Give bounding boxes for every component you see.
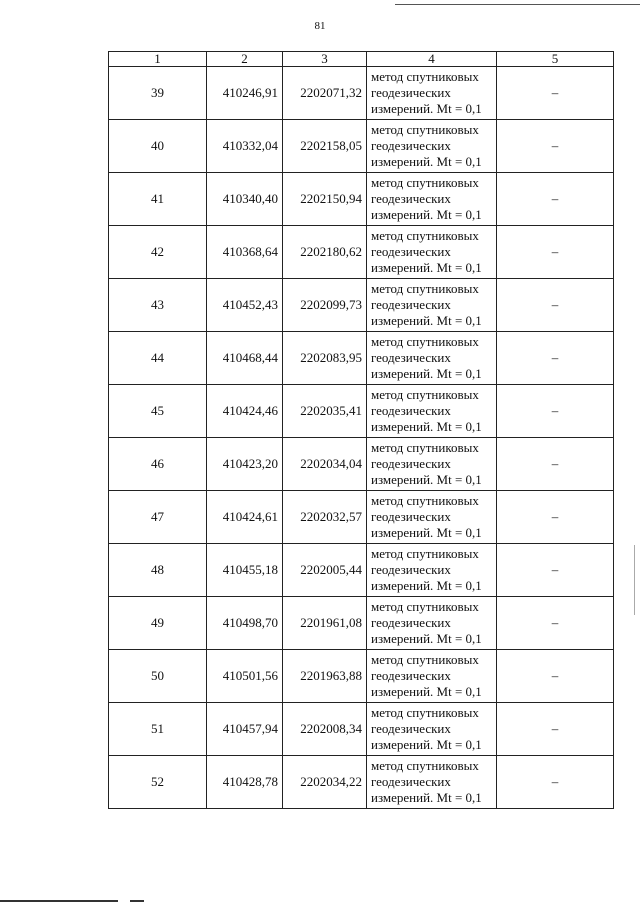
x-coordinate-cell: 410452,43 (207, 279, 283, 332)
table-row (109, 491, 614, 544)
y-coordinate-cell: 2202034,22 (283, 756, 367, 809)
method-cell (367, 703, 497, 756)
table-header-row (109, 52, 614, 67)
method-line: геодезических (371, 721, 451, 736)
y-coordinate-cell: 2202034,04 (283, 438, 367, 491)
y-coordinate-cell: 2201963,88 (283, 650, 367, 703)
y-coordinate-cell: 2201961,08 (283, 597, 367, 650)
page-number: 81 (314, 20, 326, 32)
table-row (109, 597, 614, 650)
method-line: метод спутниковых (371, 758, 479, 773)
point-number-cell: 43 (109, 279, 207, 332)
note-cell: – (497, 332, 614, 385)
method-line: измерений. Mt = 0,1 (371, 207, 482, 222)
method-line: метод спутниковых (371, 281, 479, 296)
x-coordinate-cell: 410340,40 (207, 173, 283, 226)
table-row (109, 173, 614, 226)
x-coordinate-cell: 410498,70 (207, 597, 283, 650)
note-cell: – (497, 438, 614, 491)
method-line: измерений. Mt = 0,1 (371, 631, 482, 646)
method-line: метод спутниковых (371, 705, 479, 720)
method-line: метод спутниковых (371, 493, 479, 508)
method-cell (367, 650, 497, 703)
point-number-cell: 44 (109, 332, 207, 385)
point-number-cell: 41 (109, 173, 207, 226)
method-line: метод спутниковых (371, 546, 479, 561)
note-cell: – (497, 597, 614, 650)
scan-edge-line (0, 900, 118, 902)
method-line: метод спутниковых (371, 69, 479, 84)
x-coordinate-cell: 410457,94 (207, 703, 283, 756)
note-cell: – (497, 703, 614, 756)
point-number-cell: 42 (109, 226, 207, 279)
method-line: геодезических (371, 297, 451, 312)
method-line: метод спутниковых (371, 652, 479, 667)
y-coordinate-cell: 2202008,34 (283, 703, 367, 756)
point-number-cell: 45 (109, 385, 207, 438)
table-row (109, 67, 614, 120)
method-line: метод спутниковых (371, 175, 479, 190)
method-line: измерений. Mt = 0,1 (371, 578, 482, 593)
x-coordinate-cell: 410246,91 (207, 67, 283, 120)
method-line: геодезических (371, 456, 451, 471)
method-line: геодезических (371, 85, 451, 100)
table-body (109, 67, 614, 809)
method-line: геодезических (371, 615, 451, 630)
method-cell (367, 226, 497, 279)
point-number-cell: 48 (109, 544, 207, 597)
x-coordinate-cell: 410368,64 (207, 226, 283, 279)
method-cell (367, 120, 497, 173)
y-coordinate-cell: 2202005,44 (283, 544, 367, 597)
table-row (109, 756, 614, 809)
method-line: измерений. Mt = 0,1 (371, 313, 482, 328)
table-row (109, 385, 614, 438)
method-line: измерений. Mt = 0,1 (371, 684, 482, 699)
method-line: геодезических (371, 562, 451, 577)
point-number-cell: 49 (109, 597, 207, 650)
x-coordinate-cell: 410455,18 (207, 544, 283, 597)
method-line: измерений. Mt = 0,1 (371, 525, 482, 540)
x-coordinate-cell: 410332,04 (207, 120, 283, 173)
y-coordinate-cell: 2202099,73 (283, 279, 367, 332)
y-coordinate-cell: 2202150,94 (283, 173, 367, 226)
table-row (109, 279, 614, 332)
method-line: метод спутниковых (371, 334, 479, 349)
note-cell: – (497, 756, 614, 809)
method-line: измерений. Mt = 0,1 (371, 101, 482, 116)
column-header: 3 (283, 52, 367, 67)
method-line: измерений. Mt = 0,1 (371, 472, 482, 487)
method-line: геодезических (371, 403, 451, 418)
method-line: метод спутниковых (371, 122, 479, 137)
x-coordinate-cell: 410423,20 (207, 438, 283, 491)
method-cell (367, 756, 497, 809)
method-line: измерений. Mt = 0,1 (371, 419, 482, 434)
point-number-cell: 39 (109, 67, 207, 120)
y-coordinate-cell: 2202158,05 (283, 120, 367, 173)
method-line: метод спутниковых (371, 599, 479, 614)
scan-edge-line (395, 4, 640, 5)
x-coordinate-cell: 410501,56 (207, 650, 283, 703)
y-coordinate-cell: 2202071,32 (283, 67, 367, 120)
y-coordinate-cell: 2202035,41 (283, 385, 367, 438)
method-cell (367, 597, 497, 650)
table-row (109, 703, 614, 756)
table-row (109, 438, 614, 491)
method-cell (367, 544, 497, 597)
method-line: геодезических (371, 668, 451, 683)
note-cell: – (497, 67, 614, 120)
method-cell (367, 491, 497, 544)
method-line: измерений. Mt = 0,1 (371, 366, 482, 381)
y-coordinate-cell: 2202032,57 (283, 491, 367, 544)
table-row (109, 226, 614, 279)
method-line: метод спутниковых (371, 440, 479, 455)
column-header: 5 (497, 52, 614, 67)
method-line: геодезических (371, 191, 451, 206)
table-row (109, 650, 614, 703)
x-coordinate-cell: 410428,78 (207, 756, 283, 809)
method-line: метод спутниковых (371, 387, 479, 402)
method-line: геодезических (371, 244, 451, 259)
note-cell: – (497, 226, 614, 279)
point-number-cell: 47 (109, 491, 207, 544)
method-cell (367, 279, 497, 332)
note-cell: – (497, 279, 614, 332)
column-header: 1 (109, 52, 207, 67)
point-number-cell: 50 (109, 650, 207, 703)
method-line: измерений. Mt = 0,1 (371, 260, 482, 275)
note-cell: – (497, 491, 614, 544)
method-cell (367, 385, 497, 438)
scan-edge-line (634, 545, 635, 615)
method-line: геодезических (371, 774, 451, 789)
x-coordinate-cell: 410424,46 (207, 385, 283, 438)
point-number-cell: 52 (109, 756, 207, 809)
note-cell: – (497, 650, 614, 703)
table-row (109, 332, 614, 385)
method-line: измерений. Mt = 0,1 (371, 737, 482, 752)
method-line: измерений. Mt = 0,1 (371, 790, 482, 805)
method-line: измерений. Mt = 0,1 (371, 154, 482, 169)
note-cell: – (497, 120, 614, 173)
table-row (109, 544, 614, 597)
method-line: геодезических (371, 350, 451, 365)
method-cell (367, 332, 497, 385)
point-number-cell: 51 (109, 703, 207, 756)
note-cell: – (497, 544, 614, 597)
method-cell (367, 173, 497, 226)
point-number-cell: 40 (109, 120, 207, 173)
coordinates-table (108, 51, 614, 809)
note-cell: – (497, 385, 614, 438)
column-header: 4 (367, 52, 497, 67)
method-cell (367, 67, 497, 120)
table-row (109, 120, 614, 173)
scan-edge-line (130, 900, 144, 902)
column-header: 2 (207, 52, 283, 67)
x-coordinate-cell: 410424,61 (207, 491, 283, 544)
note-cell: – (497, 173, 614, 226)
point-number-cell: 46 (109, 438, 207, 491)
y-coordinate-cell: 2202180,62 (283, 226, 367, 279)
y-coordinate-cell: 2202083,95 (283, 332, 367, 385)
method-line: геодезических (371, 138, 451, 153)
method-line: геодезических (371, 509, 451, 524)
method-line: метод спутниковых (371, 228, 479, 243)
x-coordinate-cell: 410468,44 (207, 332, 283, 385)
method-cell (367, 438, 497, 491)
